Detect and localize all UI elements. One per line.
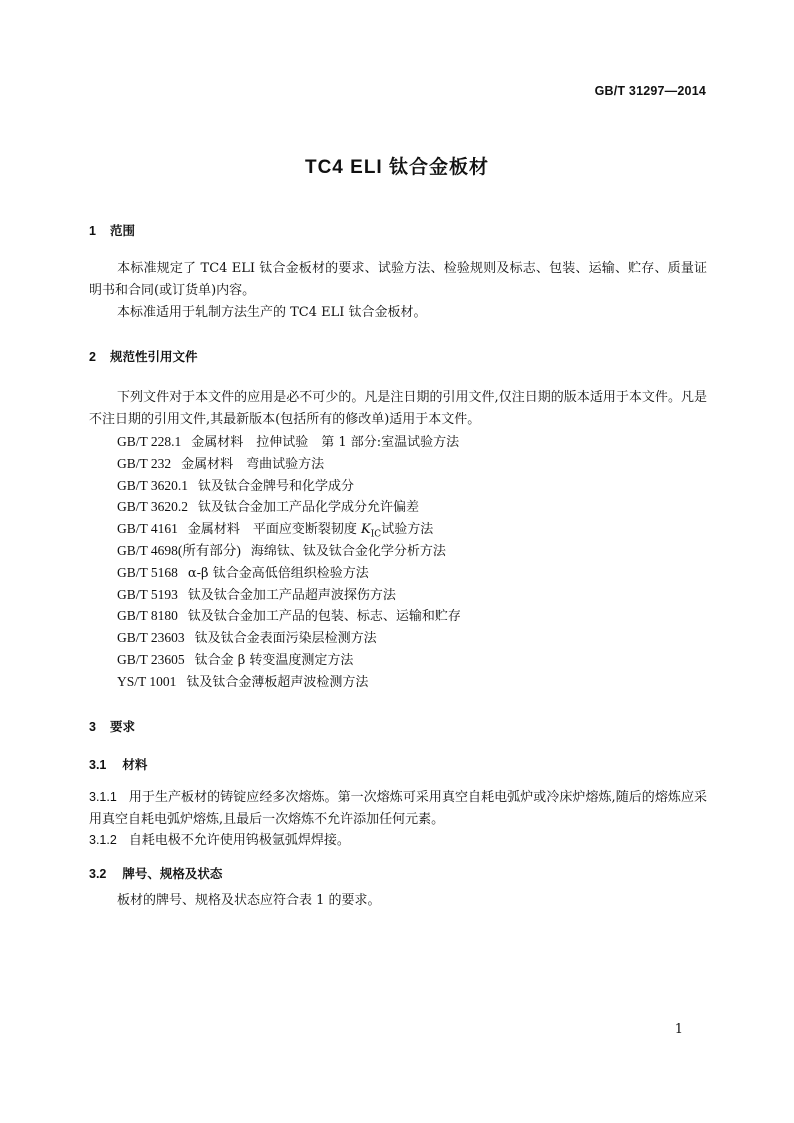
clause-number: 3.1.1 [89,790,117,804]
clause-3-1-1 [89,786,707,831]
reference-code: GB/T 5193 [117,586,178,602]
reference-code: GB/T 4698(所有部分) [117,542,241,558]
reference-title: 钛及钛合金加工产品超声波探伤方法 [187,587,396,603]
section-title: 规范性引用文件 [109,350,198,364]
section-title: 牌号、规格及状态 [122,867,223,881]
section-3-heading [89,717,135,735]
reference-item [117,540,461,562]
reference-item [117,562,461,584]
reference-code: GB/T 3620.2 [117,499,189,515]
page-number: 1 [674,1022,683,1037]
paragraph-text: 下列文件对于本文件的应用是必不可少的。凡是注日期的引用文件,仅注日期的版本适用于本文件。凡是不注日期的引用文件,其最新版本(包括所有的修改单)适用于本文件。 [89,390,707,427]
reference-code: GB/T 5168 [117,564,178,580]
reference-title: 钛及钛合金牌号和化学成分 [198,478,355,494]
reference-code: GB/T 23603 [117,630,185,646]
section-number: 2 [89,350,96,364]
section-2-intro [89,387,707,431]
reference-item [117,453,461,475]
reference-item [117,649,461,671]
section-1-heading [89,221,135,239]
reference-title: 海绵钛、钛及钛合金化学分析方法 [250,543,446,559]
clause-text: 用于生产板材的铸锭应经多次熔炼。第一次熔炼可采用真空自耗电弧炉或冷床炉熔炼,随后的熔炼应采用真空自耗电弧炉熔炼,且最后一次熔炼不允许添加任何元素。 [89,790,707,827]
fracture-toughness-subscript: IC [370,529,382,540]
reference-item [117,431,461,453]
section-3-2-heading [89,864,222,882]
section-number: 3 [89,720,96,734]
reference-title: 钛及钛合金加工产品化学成分允许偏差 [198,500,420,516]
clause-text: 自耗电极不允许使用钨极氩弧焊焊接。 [128,833,350,848]
section-number: 3.2 [89,867,107,881]
reference-code: YS/T 1001 [117,673,177,689]
reference-item [117,605,461,627]
clause-3-1-2 [89,829,707,852]
reference-title: 钛合金 β 转变温度测定方法 [194,652,354,668]
reference-code: GB/T 232 [117,455,172,471]
section-title: 范围 [109,224,135,238]
reference-title: 钛及钛合金薄板超声波检测方法 [186,674,369,690]
section-number: 3.1 [89,758,107,772]
section-title: 材料 [122,758,148,772]
reference-title: 钛及钛合金表面污染层检测方法 [194,631,377,647]
reference-code: GB/T 23605 [117,651,185,667]
clause-number: 3.1.2 [89,833,117,847]
reference-item [117,496,461,518]
reference-item [117,518,461,540]
reference-title: α-β 钛合金高低倍组织检验方法 [187,565,369,581]
reference-title: 金属材料 拉伸试验 第 1 部分:室温试验方法 [191,435,460,450]
reference-item [117,671,461,693]
reference-title: 钛及钛合金加工产品的包装、标志、运输和贮存 [187,609,461,625]
reference-code: GB/T 228.1 [117,434,182,449]
reference-title-suffix: 试验方法 [381,522,434,538]
reference-title: 金属材料 弯曲试验方法 [181,456,325,472]
reference-title: 金属材料 平面应变断裂韧度 [187,522,362,538]
reference-code: GB/T 4161 [117,521,178,537]
reference-item [117,475,461,497]
section-1-paragraph-2 [89,302,707,324]
paragraph-text: 板材的牌号、规格及状态应符合表 1 的要求。 [117,893,381,908]
reference-item [117,584,461,606]
normative-references-list [117,431,461,693]
paragraph-text: 本标准规定了 TC4 ELI 钛合金板材的要求、试验方法、检验规则及标志、包装、运输、贮存、质量证明书和合同(或订货单)内容。 [89,261,707,298]
paragraph-text: 本标准适用于轧制方法生产的 TC4 ELI 钛合金板材。 [117,305,427,320]
fracture-toughness-symbol: K [361,522,371,538]
standard-code: GB/T 31297—2014 [594,84,706,98]
reference-code: GB/T 8180 [117,608,178,624]
section-1-paragraph-1 [89,258,707,302]
reference-code: GB/T 3620.1 [117,477,189,493]
section-2-heading [89,347,197,365]
document-title: TC4 ELI 钛合金板材 [304,157,489,178]
section-number: 1 [89,224,96,238]
section-3-1-heading [89,755,147,773]
section-title: 要求 [109,720,135,734]
section-3-2-paragraph [89,890,707,912]
reference-item [117,627,461,649]
